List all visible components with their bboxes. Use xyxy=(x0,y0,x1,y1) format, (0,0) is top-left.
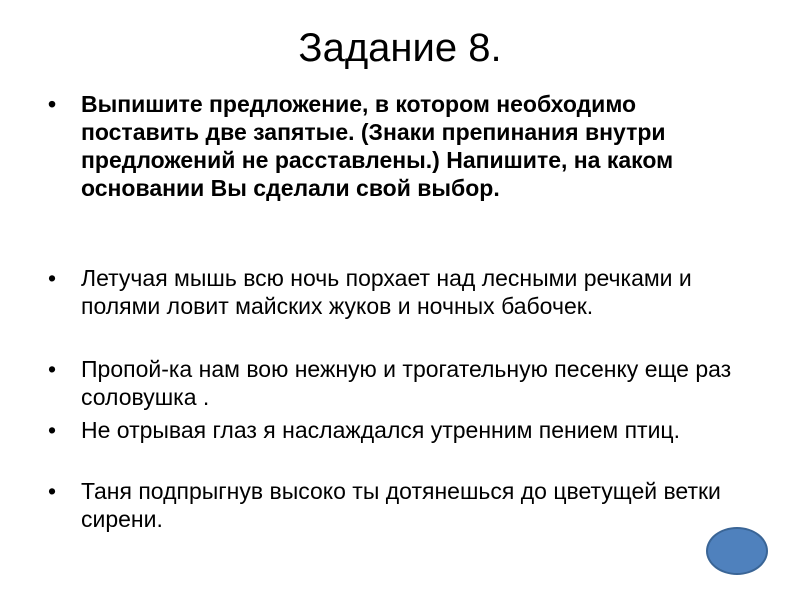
sentence-text: Пропой-ка нам вою нежную и трогательную песенку еще раз соловушка . xyxy=(81,356,732,410)
bullet: • xyxy=(48,91,57,117)
sentence-item xyxy=(48,264,748,320)
sentence-text: Не отрывая глаз я наслаждался утренним пением птиц. xyxy=(81,417,680,443)
navigation-button[interactable] xyxy=(706,527,768,575)
sentence-item xyxy=(48,477,748,533)
sentence-item xyxy=(48,416,748,444)
instruction-text: Выпишите предложение, в котором необходимо поставить две запятые. (Знаки препинания внутри предложений не расставлены.) Напишите, на каком основании Вы сделали свой выбор. xyxy=(81,91,674,201)
sentence-text: Летучая мышь всю ночь порхает над лесными речками и полями ловит майских жуков и ночных бабочек. xyxy=(81,265,692,319)
bullet: • xyxy=(48,265,57,291)
instruction-item xyxy=(48,90,748,202)
slide-title: Задание 8. xyxy=(298,26,502,70)
sentence-item xyxy=(48,355,748,411)
bullet: • xyxy=(48,478,57,504)
sentence-text: Таня подпрыгнув высоко ты дотянешься до цветущей ветки сирени. xyxy=(81,478,721,532)
bullet: • xyxy=(48,356,57,382)
bullet: • xyxy=(48,417,57,443)
